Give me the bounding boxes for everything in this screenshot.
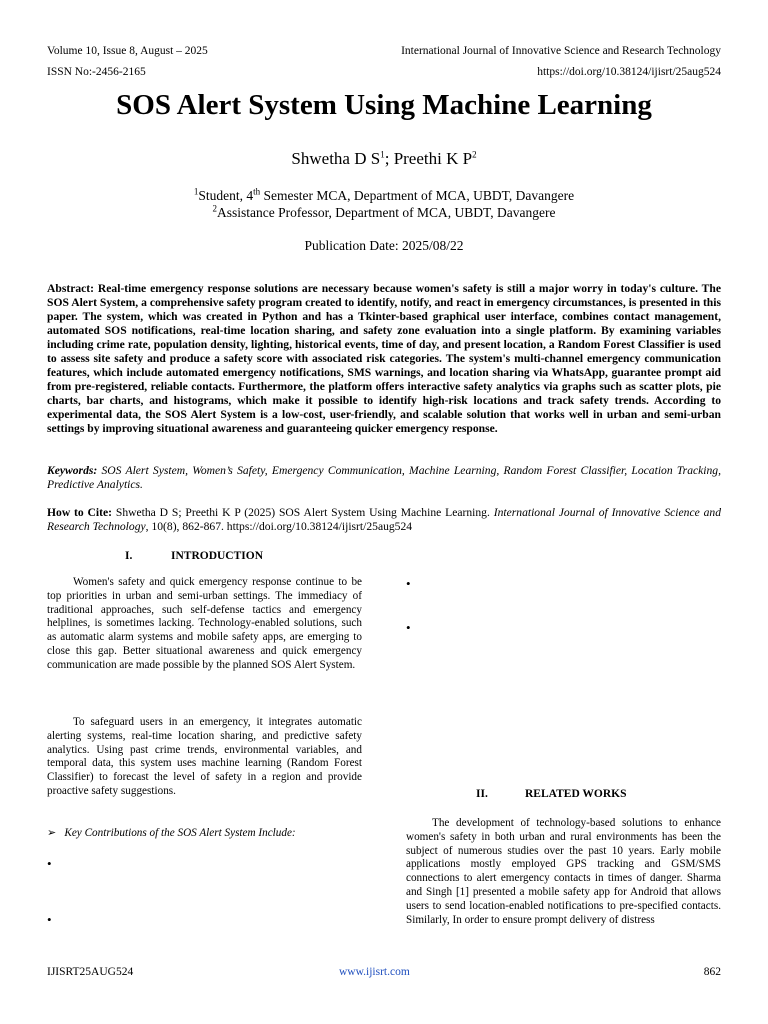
arrow-icon: ➢	[47, 827, 57, 839]
section-1-heading: INTRODUCTION	[171, 550, 264, 562]
intro-paragraph-1	[47, 576, 362, 673]
issn: ISSN No:-2456-2165	[47, 66, 146, 78]
keywords	[47, 464, 721, 492]
journal-name: International Journal of Innovative Science and Research Technology	[401, 45, 721, 57]
citation-label: How to Cite:	[47, 506, 113, 519]
affiliation-1-text-b: Semester MCA, Department of MCA, UBDT, Davangere	[260, 188, 575, 203]
footer-site-link[interactable]: www.ijisrt.com	[339, 966, 410, 978]
section-2-heading: RELATED WORKS	[525, 788, 627, 800]
intro-paragraph-2-text: To safeguard users in an emergency, it integrates automatic alerting systems, real-time location sharing, and predictive safety analytics. Using past crime trends, environmental variables, and temporal data, this system uses machine learning (Random Forest Classifier) to forecast the level of safety in a region and provide proactive safety suggestions.	[47, 716, 362, 797]
author-2-sup: 2	[472, 149, 477, 160]
author-1: Shwetha D S	[291, 149, 381, 168]
footer-page-number: 862	[703, 966, 721, 978]
affiliation-2	[0, 204, 768, 221]
authors	[0, 149, 768, 169]
doi-link[interactable]: https://doi.org/10.38124/ijisrt/25aug524	[537, 66, 721, 78]
author-separator: ;	[384, 149, 394, 168]
keywords-label: Keywords:	[47, 464, 98, 477]
author-1-sup: 1	[380, 149, 385, 160]
related-paragraph-1	[406, 817, 721, 927]
volume-info: Volume 10, Issue 8, August – 2025	[47, 45, 208, 57]
section-1-number: I.	[125, 550, 133, 562]
affiliation-1-sup: 1	[193, 186, 199, 197]
publication-date: Publication Date: 2025/08/22	[304, 238, 464, 253]
citation-journal: International Journal of Innovative Science and Research Technology	[47, 506, 722, 533]
affiliation-1	[0, 187, 768, 204]
author-2: Preethi K P	[393, 149, 473, 168]
section-2-number: II.	[476, 788, 488, 800]
key-contributions-heading: Key Contributions of the SOS Alert System Include:	[64, 827, 296, 839]
intro-paragraph-1-text: Women's safety and quick emergency response continue to be top priorities in urban and semi-urban settings. The immediacy of traditional approaches, such self-defense tactics and emergency helplines, is sometimes lacking. Technology-enabled solutions, such as automatic alarm systems and mobile safety apps, are emerging to close this gap. Better situational awareness and quick emergency communication are made possible by the planned SOS Alert System.	[47, 576, 362, 671]
paper-title: SOS Alert System Using Machine Learning	[116, 89, 652, 121]
abstract-text: Real-time emergency response solutions are necessary because women's safety is still a major worry in today's culture. The SOS Alert System, a comprehensive safety program created to identify, notify, and react in emergency circumstances, is presented in this paper. The system, which was created in Python and has a Tkinter-based graphical user interface, combines contact management, automated SOS notifications, real-time location sharing, and safety zone evaluation into a single platform. By examining variables including crime rate, population density, lighting, historical events, time of day, and present location, a Random Forest Classifier is used to assess site safety and produce a safety score with associated risk categories. The system's multi-channel emergency communication features, which include automated emergency notifications, SMS warnings, and location sharing via WhatsApp, guarantee prompt aid from pre-registered, reliable contacts. Furthermore, the platform offers interactive safety analytics via graphs such as scatter plots, pie charts, bar charts, and histograms, which make it possible to identify high-risk locations and track safety trends. According to experimental data, the SOS Alert System is a low-cost, user-friendly, and scalable solution that works well in urban and semi-urban settings by improving situational awareness and guaranteeing quicker emergency response.	[47, 282, 721, 435]
related-paragraph-1-text: The development of technology-based solutions to enhance women's safety in both urban and rural environments has been the subject of numerous studies over the past 10 years. Early mobile applications mostly employed GPS tracking and GSM/SMS connections to alert emergency contacts in times of danger. Sharma and Singh [1] presented a mobile safety app for Android that allows users to send location-enabled notifications to pre-specified contacts. Similarly, In order to ensure prompt delivery of distress	[406, 817, 721, 926]
citation-text-b: , 10(8), 862-867. https://doi.org/10.38124/ijisrt/25aug524	[145, 520, 413, 533]
affiliation-1-th: th	[253, 186, 261, 197]
affiliation-1-text-a: Student, 4	[198, 188, 254, 203]
abstract	[47, 282, 721, 436]
bullet-item-2: •	[47, 912, 52, 927]
citation	[47, 506, 721, 534]
key-contributions	[47, 827, 296, 841]
bullet-item-3: •	[406, 576, 411, 591]
citation-text-a: Shwetha D S; Preethi K P (2025) SOS Alert System Using Machine Learning.	[112, 506, 494, 519]
affiliation-2-sup: 2	[212, 203, 217, 214]
footer-paper-id: IJISRT25AUG524	[47, 966, 134, 978]
bullet-item-4: •	[406, 620, 411, 635]
keywords-text: SOS Alert System, Women’s Safety, Emergency Communication, Machine Learning, Random Forest Classifier, Location Tracking, Predictive Analytics.	[47, 464, 721, 491]
bullet-item-1: •	[47, 856, 52, 871]
affiliation-2-text: Assistance Professor, Department of MCA, UBDT, Davangere	[216, 205, 556, 220]
intro-paragraph-2	[47, 716, 362, 799]
abstract-label: Abstract:	[47, 282, 95, 295]
